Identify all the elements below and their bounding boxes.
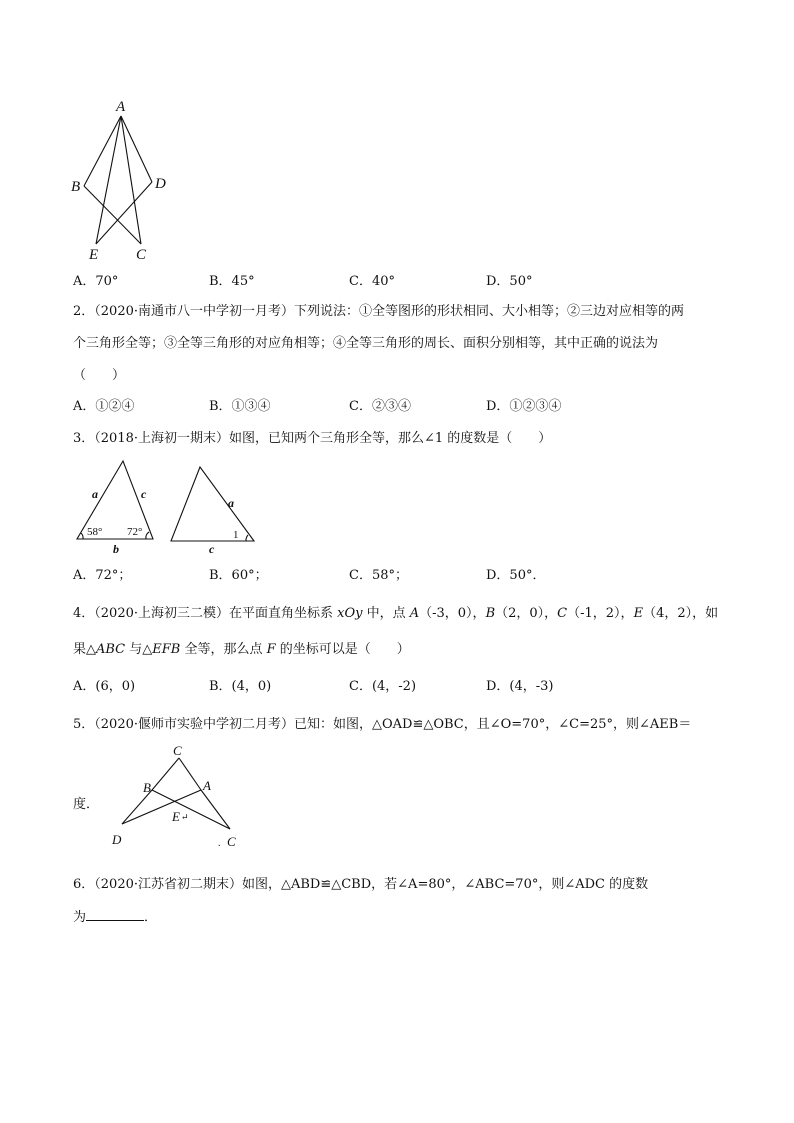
fig5-label-e: E [172, 809, 180, 824]
segment-de [96, 182, 152, 244]
t2-label-c: c [209, 542, 215, 555]
q1-option-c[interactable]: C．40° [349, 274, 395, 289]
q2-line-3: （ ） [73, 368, 126, 383]
t1-label-b: b [113, 542, 119, 555]
q4-text: 与△ [125, 642, 153, 657]
q4-line-2 [73, 641, 410, 659]
q4-text: 全等，那么点 [180, 642, 267, 657]
q4-text: 果△ [73, 642, 96, 657]
q4-triangle-abc: ABC [96, 642, 126, 657]
t1-label-a: a [92, 487, 98, 501]
segment-ab [84, 116, 121, 186]
q6-line-1: 6．（2020·江苏省初二期末）如图，△ABD≌△CBD，若∠A=80°，∠ABC=70°，则∠ADC 的度数 [73, 877, 649, 892]
label-a: A [116, 99, 126, 115]
segment-bd [122, 790, 152, 824]
angle-mark-72 [146, 532, 149, 539]
q2-line-2: 个三角形全等；③全等三角形的对应角相等；④全等三角形的周长、面积分别相等，其中正确的说法为 [73, 336, 659, 351]
t1-label-c: c [141, 487, 147, 501]
q3-line-1: 3．（2018·上海初一期末）如图，已知两个三角形全等，那么∠1 的度数是（ ） [73, 431, 552, 446]
q1-option-a[interactable]: A．70° [73, 274, 119, 289]
fig5-label-d: D [112, 832, 122, 847]
q4-text: （-1，2）， [567, 606, 634, 621]
q4-text: 的坐标可以是（ ） [275, 642, 410, 657]
q1-option-d[interactable]: D．50° [486, 274, 533, 289]
q4-point-a: A [409, 606, 420, 621]
q4-option-b[interactable]: B．(4，0) [209, 679, 272, 694]
q4-text: 4．（2020·上海初三二模）在平面直角坐标系 [73, 606, 338, 621]
q4-text: （4，2），如 [643, 606, 719, 621]
q3-option-a[interactable]: A．72°； [73, 568, 132, 583]
q6-text: ． [144, 910, 158, 925]
fig5-label-a: A [203, 778, 211, 793]
q4-point-e: E [633, 606, 644, 621]
q2-option-c[interactable]: C．②③④ [349, 399, 411, 414]
t1-angle-72: 72° [127, 526, 143, 538]
segment-ae [96, 116, 121, 244]
figure-1 [60, 92, 190, 264]
angle-mark-1 [246, 535, 248, 541]
answer-blank[interactable] [86, 908, 144, 921]
q4-option-c[interactable]: C．(4，-2) [349, 679, 417, 694]
fig5-label-c-bottom: C [227, 834, 236, 849]
label-c: C [136, 247, 147, 263]
q4-point-b: B [485, 606, 496, 621]
figure-3 [70, 455, 270, 555]
segment-cb [152, 758, 179, 790]
segment-ac2 [201, 790, 230, 829]
q4-triangle-efb: EFB [152, 642, 181, 657]
fig5-return-mark: ↵ [181, 812, 189, 822]
segment-bc [84, 186, 141, 244]
q4-option-d[interactable]: D．(4，-3) [486, 679, 554, 694]
q4-line-1 [73, 605, 718, 623]
q3-option-d[interactable]: D．50°． [486, 568, 546, 583]
angle-mark-58 [81, 533, 83, 539]
label-d: D [155, 176, 166, 192]
q4-text: （2，0）， [495, 606, 558, 621]
fig5-label-b: B [143, 780, 151, 795]
q5-line-2: 度． [73, 797, 100, 812]
q4-point-c: C [557, 606, 568, 621]
q5-line-1: 5．（2020·偃师市实验中学初二月考）已知：如图，△OAD≌△OBC，且∠O=70°，∠C=25°，则∠AEB＝ [73, 717, 692, 732]
segment-ca [179, 758, 201, 790]
q6-text: 为 [73, 910, 87, 925]
label-b: B [71, 179, 81, 195]
fig5-label-c-top: C [173, 743, 182, 758]
q4-xoy: xOy [337, 606, 363, 621]
segment-bc2 [152, 790, 230, 829]
q2-line-1: 2．（2020·南通市八一中学初一月考）下列说法：①全等图形的形状相同、大小相等；②三边对应相等的两 [73, 304, 684, 319]
triangle-2 [171, 467, 254, 541]
segment-ac [121, 116, 141, 244]
q4-text: （-3，0）， [419, 606, 486, 621]
q2-option-a[interactable]: A．①②④ [73, 399, 135, 414]
q4-text: 中，点 [362, 606, 410, 621]
t1-angle-58: 58° [87, 526, 103, 538]
q3-option-c[interactable]: C．58°； [349, 568, 408, 583]
fig5-dot: . [218, 838, 221, 849]
q3-option-b[interactable]: B．60°； [209, 568, 268, 583]
q4-point-f: F [266, 642, 276, 657]
t2-angle-1: 1 [233, 529, 239, 541]
t2-label-a: a [228, 496, 234, 510]
q2-option-b[interactable]: B．①③④ [209, 399, 271, 414]
label-e: E [89, 247, 99, 263]
q2-option-d[interactable]: D．①②③④ [486, 399, 562, 414]
figure-5 [104, 740, 254, 852]
q6-line-2 [73, 908, 157, 927]
q4-option-a[interactable]: A．(6，0) [73, 679, 136, 694]
q1-option-b[interactable]: B．45° [209, 274, 255, 289]
